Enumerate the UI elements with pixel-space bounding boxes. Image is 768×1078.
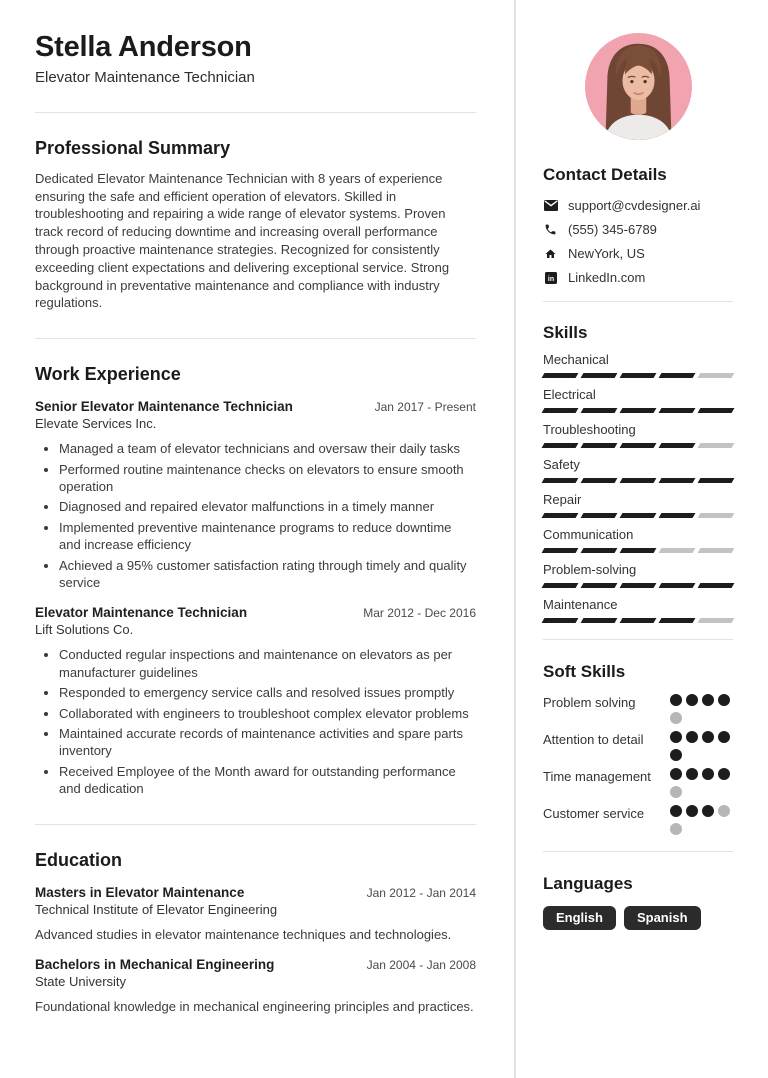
skill-bar-segment — [542, 618, 579, 623]
skill-item — [543, 527, 733, 553]
skill-bar-segment — [659, 548, 696, 553]
contact-item-email[interactable] — [543, 198, 733, 213]
rating-dot — [686, 694, 698, 706]
skill-level-bar — [543, 408, 733, 413]
summary-text: Dedicated Elevator Maintenance Technician with 8 years of experience ensuring the safe and efficient operation of elevators. Skilled in troubleshooting and repairing a wide range of elevator systems. Proven track record of reducing downtime and increasing overall performance through proactive maintenance strategies. Recognized for consistently exceeding client expectations and delivering exceptional service. Strong background in preventative maintenance and compliance with industry regulations. — [35, 170, 450, 311]
skill-label: Safety — [543, 457, 580, 472]
rating-dot — [670, 749, 682, 761]
job-bullet-list — [35, 646, 476, 797]
skill-level-bar — [543, 373, 733, 378]
rating-dot — [670, 694, 682, 706]
skill-level-bar — [543, 548, 733, 553]
skill-level-bar — [543, 583, 733, 588]
skill-item — [543, 422, 733, 448]
skill-bar-segment — [659, 583, 696, 588]
skill-bar-segment — [659, 408, 696, 413]
skill-label: Troubleshooting — [543, 422, 636, 437]
rating-dot — [702, 805, 714, 817]
job-bullet: • Implemented preventive maintenance programs to reduce downtime and increase efficiency — [59, 519, 476, 554]
skill-label: Repair — [543, 492, 582, 507]
skill-bar-segment — [698, 548, 735, 553]
soft-skill-item — [543, 731, 733, 761]
soft-skill-item — [543, 694, 733, 724]
education-dates: Jan 2012 - Jan 2014 — [366, 885, 476, 900]
education-school: Technical Institute of Elevator Engineering — [35, 901, 278, 917]
skills-heading: Skills — [543, 323, 588, 342]
summary-heading: Professional Summary — [35, 137, 231, 158]
skill-bar-segment — [659, 478, 696, 483]
education-degree: Bachelors in Mechanical Engineering — [35, 957, 275, 973]
education-section — [35, 850, 476, 1016]
contact-location: NewYork, US — [568, 246, 645, 261]
soft-skills-heading: Soft Skills — [543, 662, 626, 681]
skill-bar-segment — [581, 513, 618, 518]
person-name: Stella Anderson — [35, 31, 252, 63]
rating-dot — [670, 768, 682, 780]
rating-dot — [702, 768, 714, 780]
languages-list — [543, 906, 733, 930]
experience-heading: Work Experience — [35, 364, 181, 385]
job-bullet: • Maintained accurate records of maintenance activities and spare parts inventory — [59, 725, 476, 760]
email-icon — [543, 199, 558, 212]
skill-bar-segment — [542, 513, 579, 518]
rating-dot — [686, 805, 698, 817]
skill-bar-segment — [620, 478, 657, 483]
contact-item-linkedin[interactable] — [543, 270, 733, 285]
skill-label: Mechanical — [543, 352, 609, 367]
skill-bar-segment — [698, 618, 735, 623]
language-pill: English — [543, 906, 616, 930]
skill-bar-segment — [542, 373, 579, 378]
skill-label: Communication — [543, 527, 634, 542]
education-school: State University — [35, 974, 127, 990]
rating-dot — [670, 712, 682, 724]
education-heading: Education — [35, 849, 123, 870]
job-entry — [35, 605, 476, 797]
education-degree: Masters in Elevator Maintenance — [35, 884, 245, 900]
skill-item — [543, 597, 733, 623]
contact-divider — [543, 301, 733, 302]
skills-divider — [543, 639, 733, 640]
contact-item-location — [543, 246, 733, 261]
contact-item-phone[interactable] — [543, 222, 733, 237]
skill-bar-segment — [620, 583, 657, 588]
rating-dot — [670, 805, 682, 817]
job-company: Elevate Services Inc. — [35, 416, 157, 432]
skill-bar-segment — [581, 478, 618, 483]
skill-bar-segment — [581, 373, 618, 378]
soft-skill-label: Problem solving — [543, 695, 636, 710]
skills-list — [543, 352, 733, 623]
skill-level-bar — [543, 618, 733, 623]
skill-level-bar — [543, 443, 733, 448]
resume-header — [35, 30, 476, 86]
summary-section — [35, 138, 476, 312]
languages-heading: Languages — [543, 874, 633, 893]
skill-level-bar — [543, 478, 733, 483]
skill-bar-segment — [698, 408, 735, 413]
soft-skill-label: Attention to detail — [543, 732, 644, 747]
skill-bar-segment — [659, 443, 696, 448]
skill-bar-segment — [542, 478, 579, 483]
linkedin-icon — [543, 271, 558, 284]
soft-skill-item — [543, 805, 733, 835]
skill-bar-segment — [659, 373, 696, 378]
rating-dot — [718, 694, 730, 706]
contact-heading: Contact Details — [543, 165, 667, 184]
skill-item — [543, 492, 733, 518]
phone-icon — [543, 223, 558, 236]
soft-skill-item — [543, 768, 733, 798]
contact-linkedin[interactable]: LinkedIn.com — [568, 270, 646, 285]
education-header — [35, 957, 476, 972]
skill-level-bar — [543, 513, 733, 518]
rating-dot — [686, 731, 698, 743]
job-header — [35, 399, 476, 414]
job-company: Lift Solutions Co. — [35, 622, 134, 638]
home-icon — [543, 247, 558, 260]
skill-bar-segment — [542, 443, 579, 448]
skill-item — [543, 457, 733, 483]
soft-skill-label: Time management — [543, 769, 651, 784]
skill-bar-segment — [659, 513, 696, 518]
job-bullet: • Achieved a 95% customer satisfaction rating through timely and quality service — [59, 557, 476, 592]
rating-dot — [718, 768, 730, 780]
education-header — [35, 885, 476, 900]
skill-bar-segment — [581, 548, 618, 553]
rating-dot — [718, 805, 730, 817]
avatar — [585, 33, 692, 140]
education-description: Foundational knowledge in mechanical engineering principles and practices. — [35, 999, 474, 1015]
soft-skills-list — [543, 694, 733, 835]
contact-email[interactable]: support@cvdesigner.ai — [568, 198, 701, 213]
header-divider — [35, 112, 476, 113]
job-header — [35, 605, 476, 620]
skill-bar-segment — [620, 443, 657, 448]
summary-divider — [35, 338, 476, 339]
skill-item — [543, 352, 733, 378]
sidebar — [516, 0, 768, 1078]
skill-bar-segment — [698, 443, 735, 448]
rating-dot — [670, 786, 682, 798]
skill-bar-segment — [620, 408, 657, 413]
soft-skill-label: Customer service — [543, 806, 645, 821]
skill-bar-segment — [581, 618, 618, 623]
profile-photo — [585, 33, 692, 140]
rating-dot — [702, 694, 714, 706]
education-entry — [35, 885, 476, 944]
skill-bar-segment — [698, 478, 735, 483]
job-title: Senior Elevator Maintenance Technician — [35, 399, 293, 415]
rating-dot — [702, 731, 714, 743]
skill-bar-segment — [698, 513, 735, 518]
skill-bar-segment — [698, 583, 735, 588]
soft-skill-dots — [670, 731, 733, 761]
job-bullet: • Responded to emergency service calls and resolved issues promptly — [59, 684, 476, 701]
skill-bar-segment — [620, 373, 657, 378]
rating-dot — [670, 731, 682, 743]
soft-skills-divider — [543, 851, 733, 852]
person-title: Elevator Maintenance Technician — [35, 68, 255, 86]
contact-phone[interactable]: (555) 345-6789 — [568, 222, 657, 237]
soft-skill-dots — [670, 805, 733, 835]
skill-bar-segment — [620, 618, 657, 623]
rating-dot — [670, 823, 682, 835]
skill-label: Problem-solving — [543, 562, 637, 577]
job-bullet: • Performed routine maintenance checks on elevators to ensure smooth operation — [59, 461, 476, 496]
education-dates: Jan 2004 - Jan 2008 — [366, 958, 476, 973]
skill-item — [543, 562, 733, 588]
skill-bar-segment — [620, 548, 657, 553]
job-bullet: • Collaborated with engineers to troubleshoot complex elevator problems — [59, 705, 476, 722]
experience-section — [35, 364, 476, 798]
job-bullet: • Received Employee of the Month award for outstanding performance and dedication — [59, 763, 476, 798]
skill-item — [543, 387, 733, 413]
skill-label: Electrical — [543, 387, 596, 402]
language-pill: Spanish — [624, 906, 701, 930]
svg-text:in: in — [547, 275, 554, 283]
skill-bar-segment — [581, 443, 618, 448]
soft-skill-dots — [670, 768, 733, 798]
skill-bar-segment — [581, 583, 618, 588]
skill-bar-segment — [620, 513, 657, 518]
education-entry — [35, 957, 476, 1016]
job-bullet: • Conducted regular inspections and maintenance on elevators as per manufacturer guidelines — [59, 646, 476, 681]
job-bullet-list — [35, 440, 476, 591]
skill-bar-segment — [659, 618, 696, 623]
education-description: Advanced studies in elevator maintenance techniques and technologies. — [35, 926, 452, 942]
job-dates: Mar 2012 - Dec 2016 — [363, 606, 476, 621]
contact-list — [543, 198, 733, 285]
rating-dot — [686, 768, 698, 780]
job-dates: Jan 2017 - Present — [374, 400, 476, 415]
job-entry — [35, 399, 476, 591]
experience-divider — [35, 824, 476, 825]
rating-dot — [718, 731, 730, 743]
skill-bar-segment — [698, 373, 735, 378]
skill-bar-segment — [581, 408, 618, 413]
skill-label: Maintenance — [543, 597, 618, 612]
skill-bar-segment — [542, 583, 579, 588]
job-title: Elevator Maintenance Technician — [35, 605, 248, 621]
skill-bar-segment — [542, 408, 579, 413]
job-bullet: • Managed a team of elevator technicians and oversaw their daily tasks — [59, 440, 476, 457]
skill-bar-segment — [542, 548, 579, 553]
job-bullet: • Diagnosed and repaired elevator malfunctions in a timely manner — [59, 498, 476, 515]
soft-skill-dots — [670, 694, 733, 724]
